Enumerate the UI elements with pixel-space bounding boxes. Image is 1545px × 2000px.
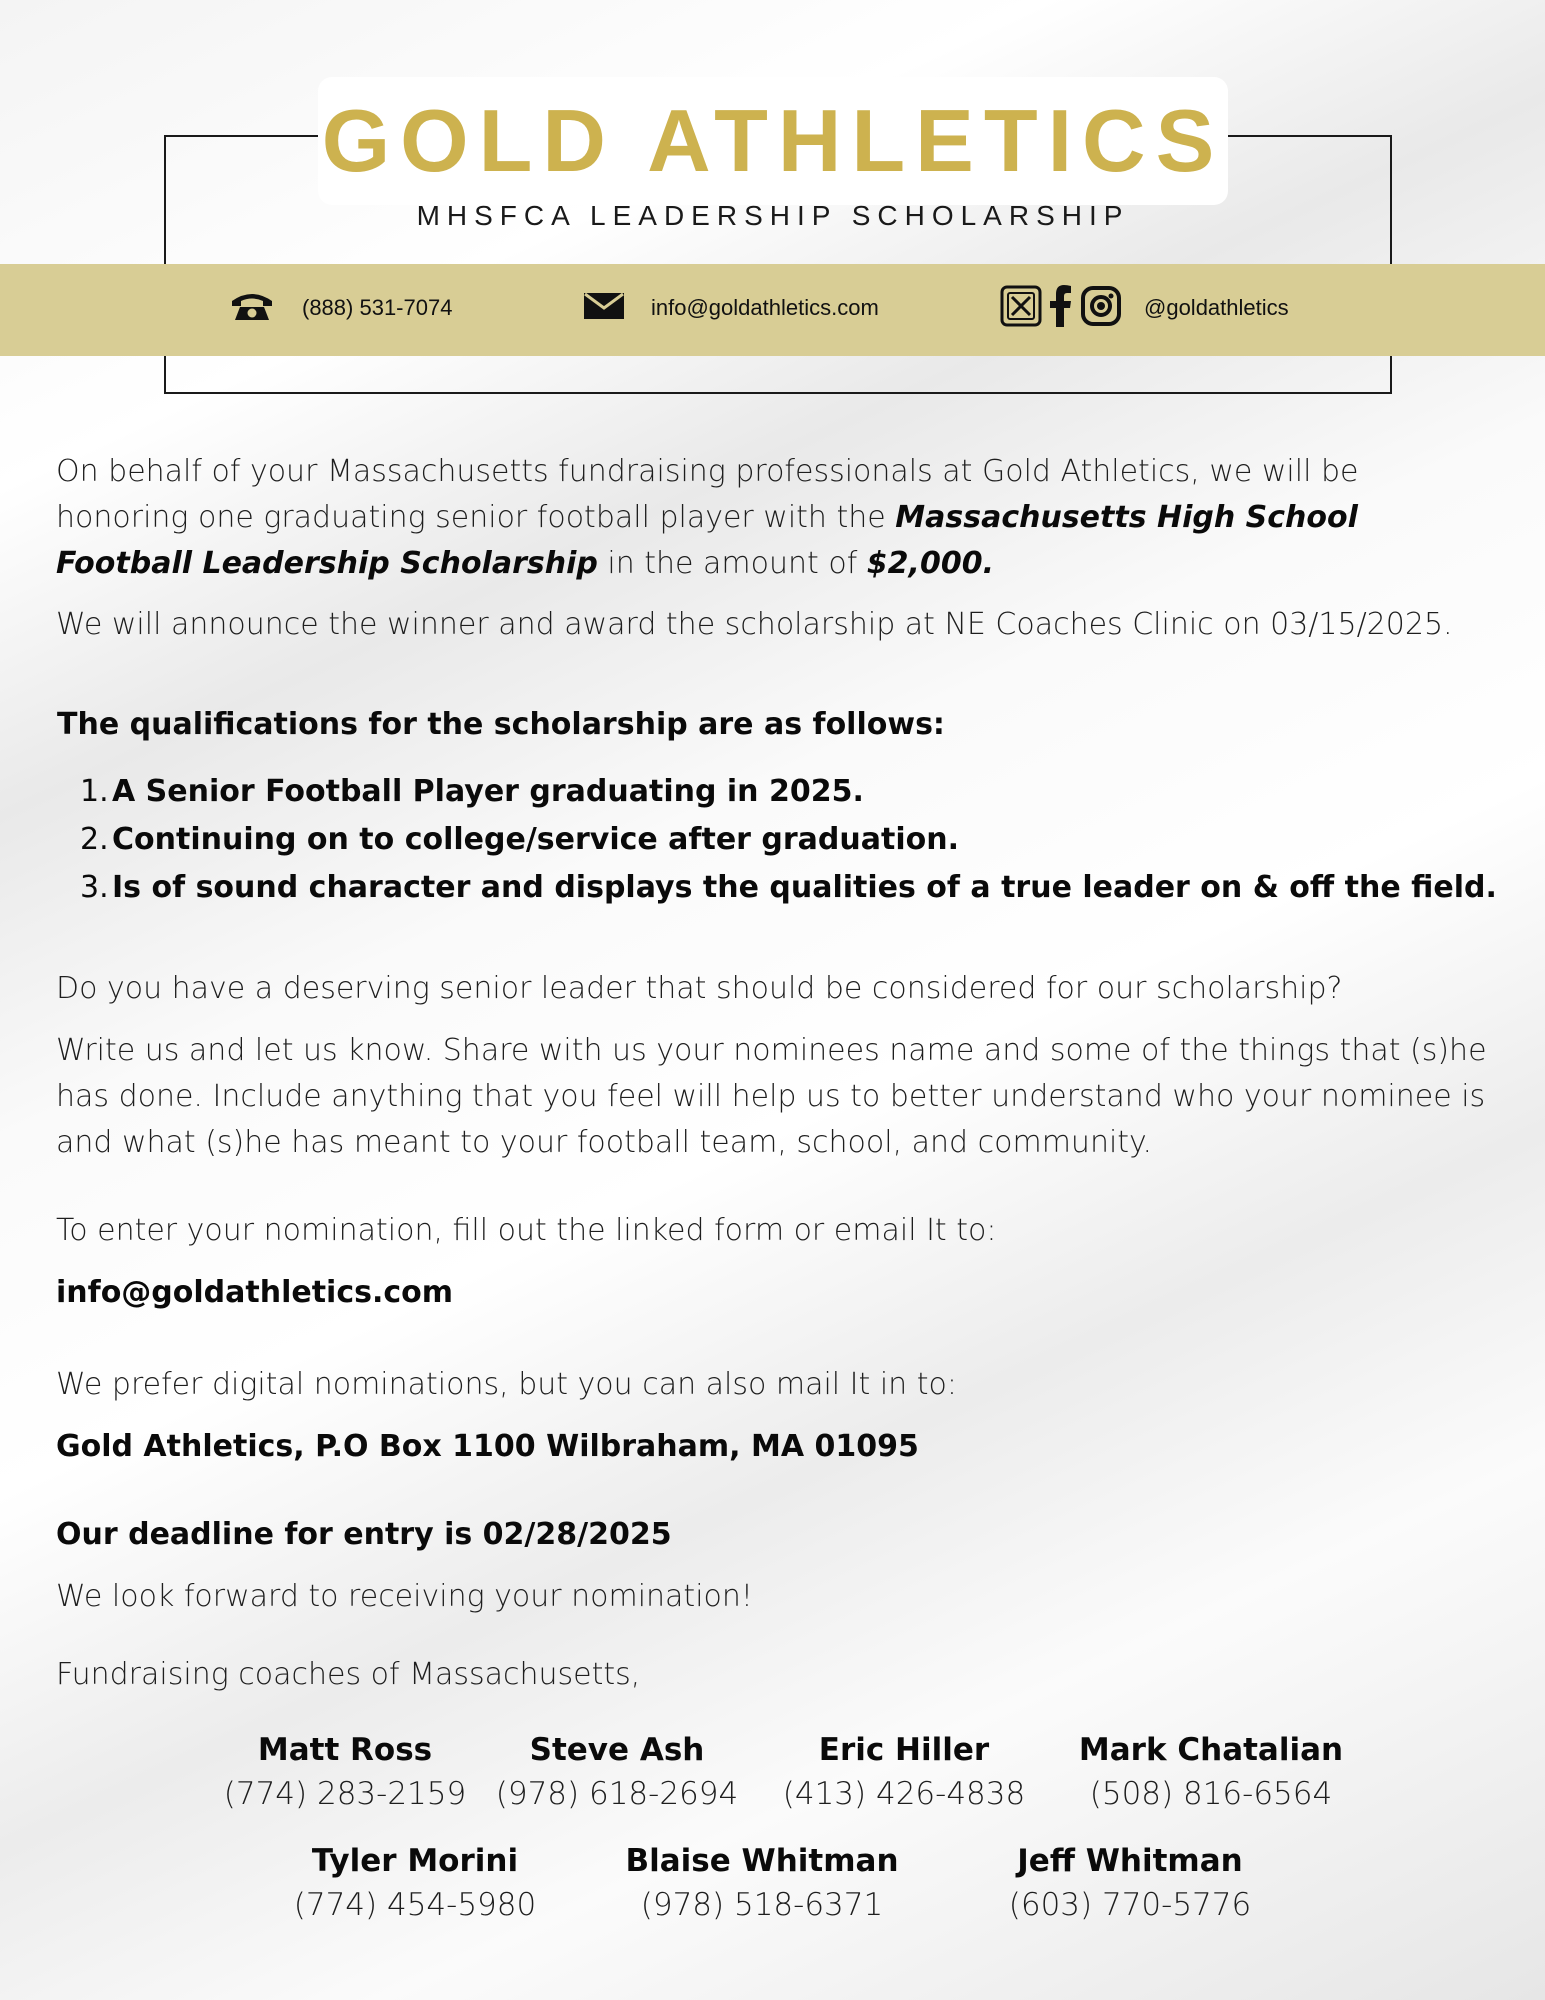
coach-phone: (978) 618-2694 — [495, 1776, 739, 1812]
coach-phone: (978) 518-6371 — [640, 1887, 884, 1923]
email-address: info@goldathletics.com — [651, 295, 879, 320]
intro-text-mid: in the amount of — [597, 546, 867, 581]
qualifications-list — [80, 768, 1497, 912]
contact-phone[interactable] — [228, 286, 452, 330]
list-item: 1. A Senior Football Player graduating in 2025. — [80, 774, 864, 809]
x-icon[interactable] — [1000, 285, 1042, 331]
closing-line: We look forward to receiving your nomination! — [56, 1579, 753, 1614]
signoff: Fundraising coaches of Massachusetts, — [56, 1657, 641, 1692]
coach-name: Blaise Whitman — [625, 1843, 899, 1879]
mail-icon — [583, 291, 625, 325]
coach-card — [215, 1728, 475, 1816]
enter-instructions: To enter your nomination, fill out the linked form or email It to: — [56, 1213, 997, 1248]
list-item: 2. Continuing on to college/service after graduation. — [80, 822, 959, 857]
coach-name: Eric Hiller — [818, 1732, 990, 1768]
instagram-icon[interactable] — [1080, 285, 1122, 331]
coach-card — [1076, 1728, 1346, 1816]
announcement-text: We will announce the winner and award the scholarship at NE Coaches Clinic on 03/15/2025. — [56, 607, 1453, 642]
coach-phone: (774) 454-5980 — [293, 1887, 537, 1923]
mail-instructions: We prefer digital nominations, but you can also mail It in to: — [56, 1367, 957, 1402]
coach-card — [774, 1728, 1034, 1816]
nomination-email-link[interactable]: info@goldathletics.com — [56, 1275, 454, 1310]
nomination-details: Write us and let us know. Share with us your nominees name and some of the things that (s)he has done. Include anything that you feel will help us to better understand who your nominee is and what (s)he has meant to your football team, school, and community. — [56, 1033, 1487, 1160]
coach-card — [285, 1839, 545, 1927]
coach-phone: (774) 283-2159 — [223, 1776, 467, 1812]
coach-card — [487, 1728, 747, 1816]
contact-email[interactable] — [583, 286, 879, 330]
coach-phone: (413) 426-4838 — [782, 1776, 1026, 1812]
coach-name: Mark Chatalian — [1078, 1732, 1344, 1768]
scholarship-name: Massachusetts High School Football Leadership Scholarship — [56, 500, 1358, 581]
mailing-address: Gold Athletics, P.O Box 1100 Wilbraham, MA 01095 — [56, 1429, 919, 1464]
facebook-icon[interactable] — [1048, 285, 1074, 331]
deadline: Our deadline for entry is 02/28/2025 — [56, 1517, 672, 1552]
scholarship-amount: $2,000. — [866, 546, 994, 581]
contact-social[interactable] — [1000, 286, 1289, 330]
scholarship-subtitle: MHSFCA LEADERSHIP SCHOLARSHIP — [416, 200, 1130, 231]
qualifications-heading: The qualifications for the scholarship are as follows: — [57, 707, 945, 742]
phone-icon — [228, 289, 276, 327]
brand-title: GOLD ATHLETICS — [321, 91, 1225, 190]
social-handle: @goldathletics — [1144, 295, 1289, 320]
list-item: 3. Is of sound character and displays the qualities of a true leader on & off the field. — [80, 870, 1497, 905]
coach-card — [617, 1839, 907, 1927]
coach-phone: (508) 816-6564 — [1089, 1776, 1333, 1812]
coach-phone: (603) 770-5776 — [1008, 1887, 1252, 1923]
coach-card — [1000, 1839, 1260, 1927]
intro-text-start: On behalf of your Massachusetts fundraising professionals at Gold Athletics, we will be honoring one graduating senior football player with the — [56, 454, 1359, 535]
intro-paragraph — [56, 449, 1496, 587]
phone-number: (888) 531-7074 — [302, 295, 453, 320]
coach-name: Matt Ross — [257, 1732, 433, 1768]
coach-name: Jeff Whitman — [1017, 1843, 1243, 1879]
coach-name: Steve Ash — [529, 1732, 705, 1768]
coach-name: Tyler Morini — [311, 1843, 519, 1879]
nomination-question: Do you have a deserving senior leader that should be considered for our scholarship? — [56, 971, 1343, 1006]
